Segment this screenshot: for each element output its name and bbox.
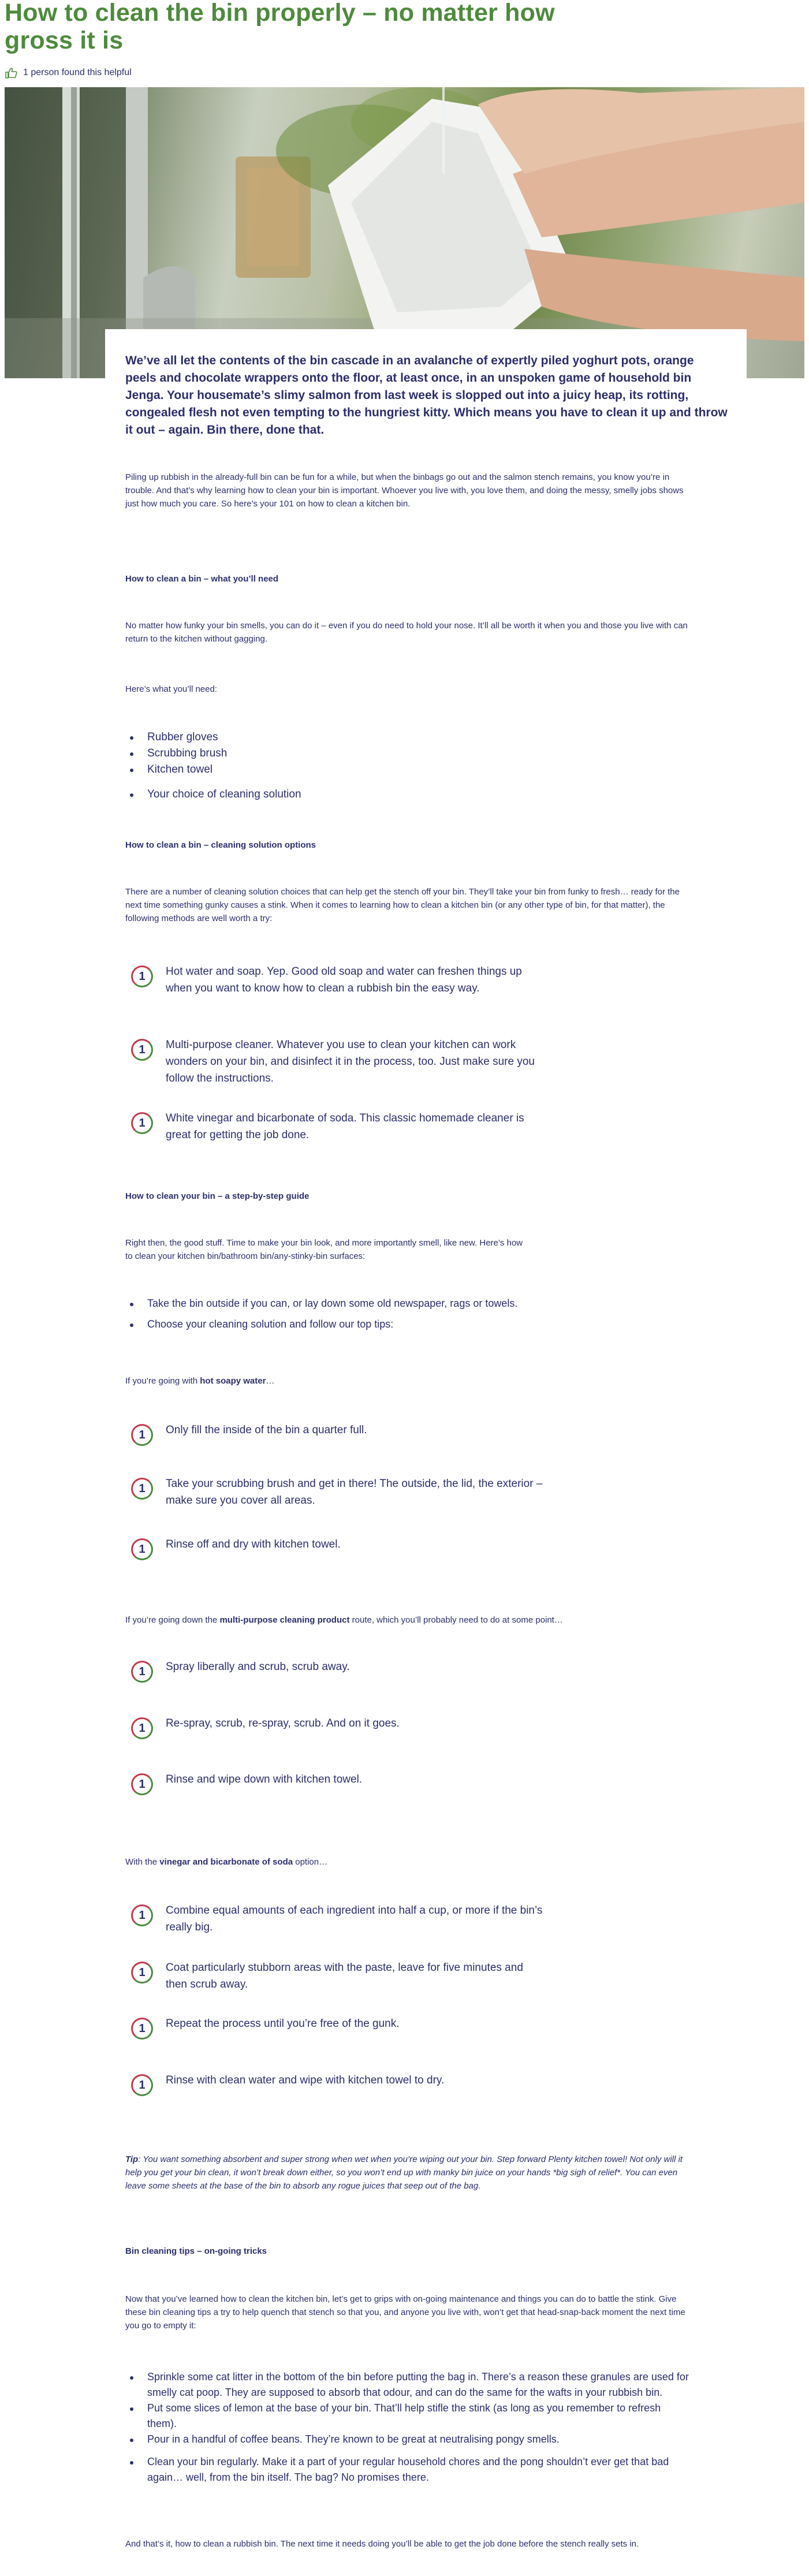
multi-step: 1 Spray liberally and scrub, scrub away. <box>131 1658 547 1683</box>
thumbs-up-icon[interactable] <box>5 67 17 79</box>
step-icon: 1 <box>131 1904 153 1926</box>
guide-paragraph: Right then, the good stuff. Time to make your bin look, and more importantly smell, like new. Here’s how to clean your kitchen bin/bathroom bin/any-stinky-bin surfaces: <box>125 1238 523 1261</box>
soapy-step: 1 Take your scrubbing brush and get in there! The outside, the lid, the exterior – make sure you cover all areas. <box>131 1475 547 1509</box>
tip-paragraph: Tip: You want something absorbent and super strong when wet when you’re wiping out your bin. Step forward Plenty kitchen towel! Not only will it help you get your bin clean, it won’t break down either, so you won’t end up with manky bin juice on your hands *big sigh of relief*. You can even leave some sheets at the base of the bin to absorb any rogue juices that seep out of the bag. <box>125 2154 683 2191</box>
need-paragraph: No matter how funky your bin smells, you can do it – even if you do need to hold your nose. It’ll all be worth it when you and those you live with can return to the kitchen without gagging. <box>125 621 688 644</box>
tricks-heading: Bin cleaning tips – on-going tricks <box>125 2246 267 2256</box>
soapy-step: 1 Only fill the inside of the bin a quarter full. <box>131 1422 547 1446</box>
list-item: Take the bin outside if you can, or lay down some old newspaper, rags or towels. <box>125 1296 691 1311</box>
step-icon: 1 <box>131 1424 153 1446</box>
intro-paragraph: Piling up rubbish in the already-full bin can be fun for a while, but when the binbags go out and the salmon stench remains, you know you’re in trouble. And that’s why learning how to clean your bin is important. Whoever you live with, you love them, and doing the messy, smelly jobs shows just how much you care. So here’s your 101 on how to clean a kitchen bin. <box>125 472 684 509</box>
need-intro: Here’s what you’ll need: <box>125 684 217 694</box>
option-step: 1 Hot water and soap. Yep. Good old soap and water can freshen things up when you want to know how to clean a rubbish bin the easy way. <box>131 963 547 997</box>
vinegar-step: 1 Combine equal amounts of each ingredient into half a cup, or more if the bin’s really big. <box>131 1902 547 1936</box>
tricks-paragraph: Now that you’ve learned how to clean the kitchen bin, let’s get to grips with on-going maintenance and things you can do to battle the stink. Give these bin cleaning tips a try to help quench that stench so that you, and anyone you live with, won’t get that head-snap-back moment the next time you go to empty it: <box>125 2294 685 2331</box>
vinegar-step: 1 Repeat the process until you’re free of the gunk. <box>131 2015 547 2040</box>
vinegar-step: 1 Rinse with clean water and wipe with kitchen towel to dry. <box>131 2072 547 2096</box>
need-list <box>125 729 691 803</box>
page-title: How to clean the bin properly – no matter how gross it is <box>5 0 555 54</box>
step-icon: 1 <box>131 1962 153 1984</box>
soapy-step: 1 Rinse off and dry with kitchen towel. <box>131 1536 547 1560</box>
list-item: Kitchen towel <box>125 762 691 778</box>
step-icon: 1 <box>131 2018 153 2040</box>
tricks-list <box>125 2369 691 2485</box>
list-item: Your choice of cleaning solution <box>125 786 691 803</box>
helpful-indicator <box>5 67 132 79</box>
list-item: Sprinkle some cat litter in the bottom of the bin before putting the bag in. There’s a reason these granules are used for smelly cat poop. They are supposed to absorb that odour, and can do the same for the wafts in your rubbish bin. <box>125 2369 691 2400</box>
step-icon: 1 <box>131 2074 153 2096</box>
step-icon: 1 <box>131 1039 153 1061</box>
option-step: 1 White vinegar and bicarbonate of soda. This classic homemade cleaner is great for getting the job done. <box>131 1110 547 1143</box>
list-item: Choose your cleaning solution and follow our top tips: <box>125 1317 691 1332</box>
step-icon: 1 <box>131 1112 153 1134</box>
option-step: 1 Multi-purpose cleaner. Whatever you use to clean your kitchen can work wonders on your bin, and disinfect it in the process, too. Just make sure you follow the instructions. <box>131 1037 547 1087</box>
list-item: Put some slices of lemon at the base of your bin. That’ll help stifle the stink (as long as you remember to refresh them). <box>125 2400 691 2432</box>
guide-list <box>125 1296 691 1332</box>
options-paragraph: There are a number of cleaning solution choices that can help get the stench off your bin. They’ll take your bin from funky to fresh… ready for the next time something gunky causes a stink. When it comes to learning how to clean a kitchen bin (or any other type of bin, for that matter), the following methods are well worth a try: <box>125 887 680 923</box>
vinegar-intro: With the vinegar and bicarbonate of soda option… <box>125 1857 328 1867</box>
lead-box <box>105 329 747 439</box>
step-icon: 1 <box>131 1538 153 1560</box>
lead-paragraph: We’ve all let the contents of the bin cascade in an avalanche of expertly piled yoghurt pots, orange peels and chocolate wrappers onto the floor, at least once, in an unspoken game of household bin Jenga. Your housemate’s slimy salmon from last week is slopped out into a juicy heap, its rotting, congealed flesh not even tempting to the hungriest kitty. Which means you have to clean it up and throw it out – again. Bin there, done that. <box>125 354 728 437</box>
need-heading: How to clean a bin – what you’ll need <box>125 574 279 584</box>
step-icon: 1 <box>131 1661 153 1683</box>
list-item: Clean your bin regularly. Make it a part of your regular household chores and the pong shouldn’t ever get that bad again… well, from the bin itself. The bag? No promises there. <box>125 2454 691 2485</box>
options-heading: How to clean a bin – cleaning solution options <box>125 840 316 850</box>
helpful-text: 1 person found this helpful <box>23 68 132 77</box>
step-icon: 1 <box>131 1773 153 1795</box>
step-icon: 1 <box>131 1478 153 1500</box>
multi-step: 1 Re-spray, scrub, re-spray, scrub. And on it goes. <box>131 1715 547 1739</box>
vinegar-step: 1 Coat particularly stubborn areas with the paste, leave for five minutes and then scrub away. <box>131 1959 547 1993</box>
closing-paragraph: And that’s it, how to clean a rubbish bin. The next time it needs doing you’ll be able to get the job done before the stench really sets in. <box>125 2539 639 2549</box>
list-item: Rubber gloves <box>125 729 691 745</box>
list-item: Scrubbing brush <box>125 745 691 762</box>
step-icon: 1 <box>131 965 153 987</box>
multi-step: 1 Rinse and wipe down with kitchen towel. <box>131 1771 547 1795</box>
step-icon: 1 <box>131 1717 153 1739</box>
soapy-intro: If you’re going with hot soapy water… <box>125 1376 275 1386</box>
list-item: Pour in a handful of coffee beans. They’re known to be great at neutralising pongy smells. <box>125 2432 691 2447</box>
multi-intro: If you’re going down the multi-purpose cleaning product route, which you’ll probably need to do at some point… <box>125 1615 563 1625</box>
guide-heading: How to clean your bin – a step-by-step guide <box>125 1191 310 1201</box>
